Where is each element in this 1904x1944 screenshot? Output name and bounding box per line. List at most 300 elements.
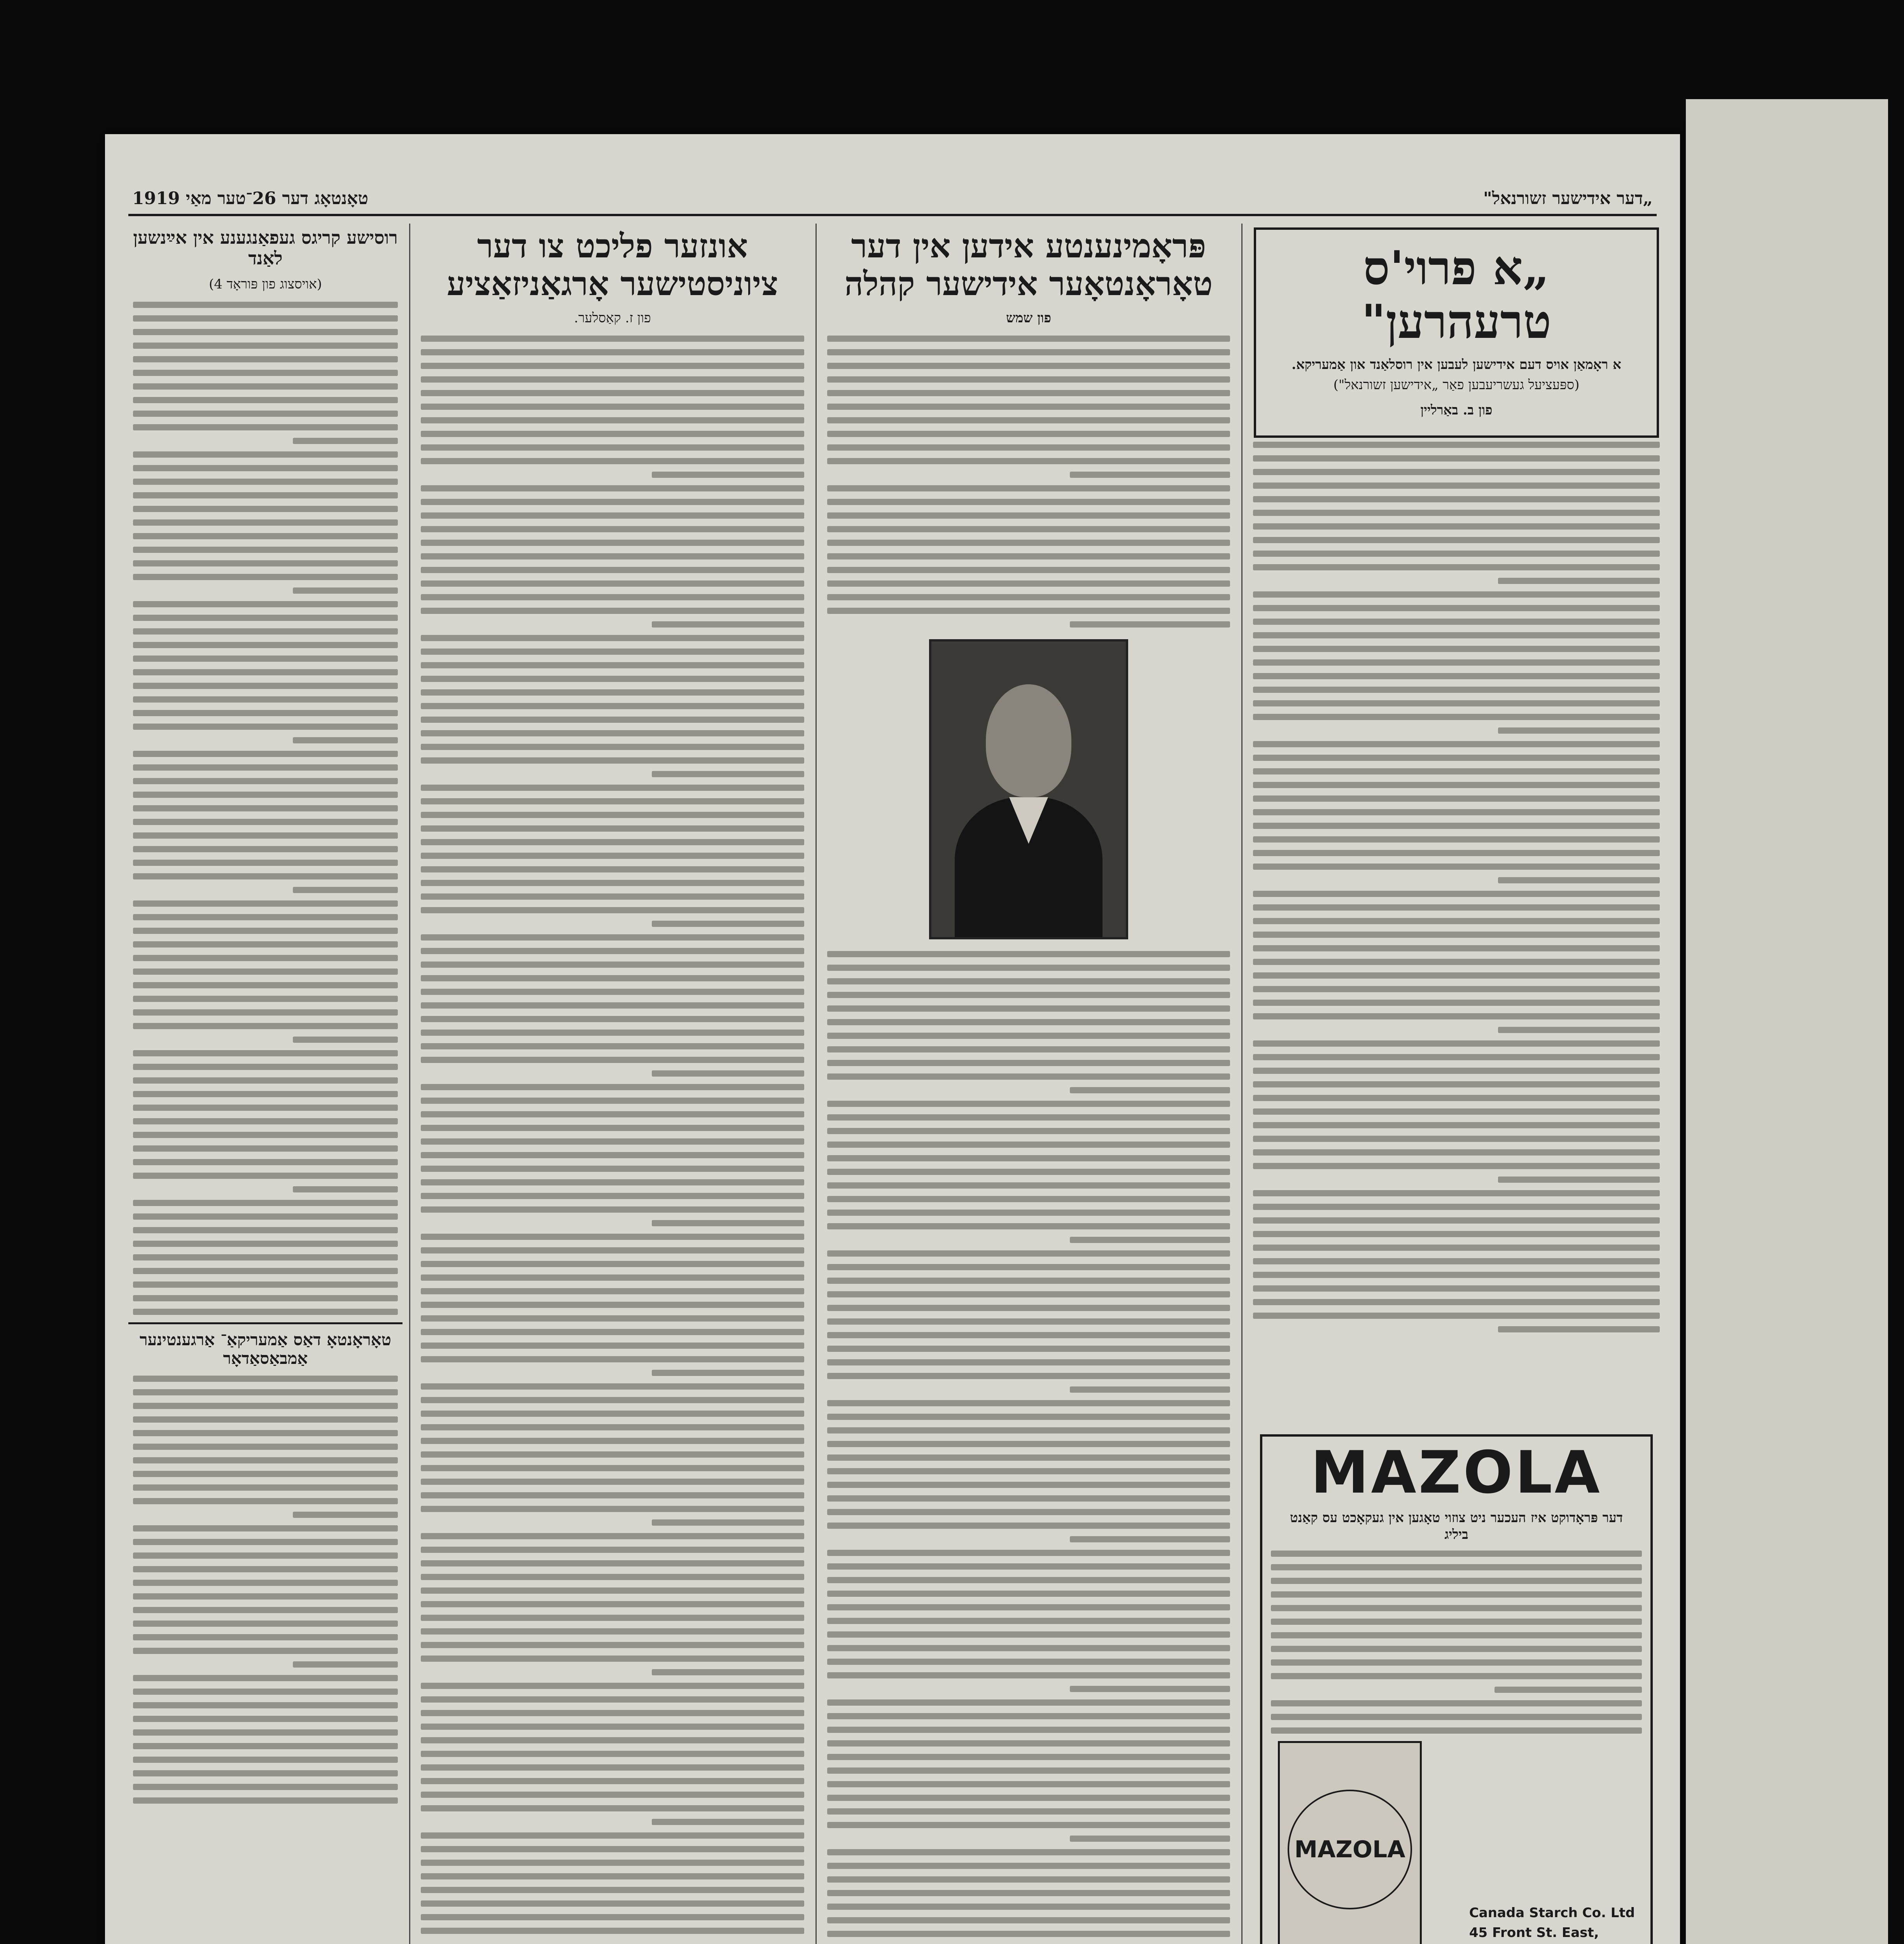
text-line: [827, 1455, 1230, 1461]
newspaper-page: [105, 134, 1680, 1944]
text-line: [133, 1254, 398, 1260]
text-line: [1253, 1054, 1660, 1060]
text-line: [827, 594, 1230, 600]
text-line: [133, 1552, 398, 1559]
text-line: [1253, 1285, 1660, 1292]
text-line: [827, 376, 1230, 383]
text-line: [421, 1792, 804, 1798]
text-line: [1253, 619, 1660, 625]
text-line: [421, 1193, 804, 1199]
text-line: [827, 1046, 1230, 1052]
text-line: [1253, 564, 1660, 570]
prisoners-body: [128, 302, 402, 1315]
text-line: [1253, 1272, 1660, 1278]
text-line: [1253, 551, 1660, 557]
text-line: [133, 1416, 398, 1423]
text-line: [421, 404, 804, 410]
text-line: [133, 506, 398, 512]
text-line: [827, 553, 1230, 559]
text-line: [421, 1356, 804, 1362]
text-line: [1253, 1299, 1660, 1305]
text-line: [421, 1111, 804, 1117]
column-rule: [816, 224, 817, 1944]
text-line: [827, 1033, 1230, 1039]
text-line: [827, 1645, 1230, 1651]
text-line: [421, 1764, 804, 1771]
text-line: [1253, 496, 1660, 502]
text-line: [133, 1430, 398, 1436]
text-line: [827, 1128, 1230, 1134]
portrait-photo: [929, 639, 1128, 939]
text-line: [1253, 1190, 1660, 1196]
text-line: [133, 1471, 398, 1477]
text-line: [827, 1441, 1230, 1447]
text-line: [1253, 659, 1660, 666]
text-line: [827, 526, 1230, 532]
prominent-headline: פּראָמינענטע אידען אין דער טאָראָנטאָער אידישער קהלה: [844, 227, 1213, 303]
text-line: [421, 1302, 804, 1308]
text-line: [133, 451, 398, 458]
text-line: [421, 730, 804, 736]
text-line: [652, 621, 804, 628]
text-line: [133, 1770, 398, 1776]
text-line: [652, 1669, 804, 1675]
text-line: [827, 1672, 1230, 1678]
text-line: [133, 792, 398, 798]
folio-rule: [128, 214, 1657, 216]
text-line: [652, 472, 804, 478]
text-line: [421, 553, 804, 559]
text-line: [827, 1305, 1230, 1311]
text-line: [133, 1145, 398, 1152]
text-line: [827, 1699, 1230, 1706]
text-line: [421, 1928, 804, 1934]
text-line: [1070, 621, 1230, 628]
text-line: [1253, 1163, 1660, 1169]
text-line: [421, 1574, 804, 1580]
text-line: [133, 805, 398, 811]
text-line: [133, 982, 398, 988]
text-line: [133, 1444, 398, 1450]
text-line: [133, 1241, 398, 1247]
text-line: [827, 1346, 1230, 1352]
text-line: [1498, 1027, 1660, 1033]
text-line: [133, 1091, 398, 1097]
text-line: [1498, 1326, 1660, 1332]
text-line: [421, 1656, 804, 1662]
text-line: [827, 1727, 1230, 1733]
ambassador-headline: טאָראָנטאָ דאַס אַמעריקאַ־ אַרגענטינער אַמבאַסאַדאָר: [128, 1322, 402, 1368]
text-line: [827, 1740, 1230, 1746]
text-line: [1253, 1149, 1660, 1156]
text-line: [827, 1414, 1230, 1420]
text-line: [421, 1247, 804, 1253]
text-line: [133, 1729, 398, 1736]
text-line: [827, 1373, 1230, 1379]
text-line: [1253, 455, 1660, 462]
text-line: [1253, 1204, 1660, 1210]
text-line: [1253, 469, 1660, 475]
text-line: [421, 1873, 804, 1879]
column-rule: [1241, 224, 1242, 1944]
column-rule: [409, 224, 410, 1944]
text-line: [133, 1689, 398, 1695]
text-line: [1271, 1605, 1642, 1611]
text-line: [133, 343, 398, 349]
text-line: [827, 1210, 1230, 1216]
text-line: [827, 1917, 1230, 1923]
text-line: [1253, 972, 1660, 979]
text-line: [421, 1914, 804, 1920]
text-line: [827, 390, 1230, 396]
text-line: [827, 1427, 1230, 1434]
column-zionist: [416, 224, 809, 1944]
text-line: [421, 431, 804, 437]
text-line: [1070, 1686, 1230, 1692]
text-line: [133, 1457, 398, 1463]
text-line: [293, 737, 398, 743]
text-line: [827, 1101, 1230, 1107]
mazola-can-label: MAZOLA: [1288, 1790, 1412, 1909]
text-line: [827, 1060, 1230, 1066]
text-line: [1253, 836, 1660, 843]
text-line: [293, 1186, 398, 1192]
text-line: [827, 951, 1230, 957]
text-line: [133, 1105, 398, 1111]
text-line: [827, 336, 1230, 342]
text-line: [133, 1634, 398, 1640]
zionist-byline: פון ז. קאַסלער.: [574, 310, 651, 326]
zionist-body: [416, 336, 809, 1934]
text-line: [827, 1509, 1230, 1515]
text-line: [421, 785, 804, 791]
text-line: [421, 703, 804, 709]
text-line: [1271, 1578, 1642, 1584]
text-line: [827, 1767, 1230, 1774]
text-line: [1253, 1081, 1660, 1087]
novel-headline: „א פרוי'ס טרעהרען": [1361, 241, 1552, 349]
text-line: [827, 444, 1230, 451]
prisoners-headline: רוסישע קריגס געפאַנגענע אין אײַנשען לאַנד: [133, 227, 398, 269]
text-line: [652, 1070, 804, 1077]
prominent-body-bottom: [822, 951, 1235, 1944]
text-line: [421, 1683, 804, 1689]
text-line: [421, 444, 804, 451]
text-line: [827, 417, 1230, 423]
text-line: [421, 567, 804, 573]
text-line: [652, 1519, 804, 1526]
text-line: [1253, 932, 1660, 938]
text-line: [1271, 1700, 1642, 1706]
text-line: [133, 411, 398, 417]
text-line: [133, 1593, 398, 1600]
text-line: [293, 438, 398, 444]
text-line: [652, 1220, 804, 1226]
text-line: [421, 1860, 804, 1866]
text-line: [1070, 1087, 1230, 1093]
text-line: [421, 1411, 804, 1417]
text-line: [133, 764, 398, 771]
text-line: [827, 1876, 1230, 1883]
text-line: [133, 628, 398, 635]
text-line: [133, 533, 398, 539]
text-line: [421, 1424, 804, 1430]
text-line: [133, 302, 398, 308]
text-line: [827, 608, 1230, 614]
text-line: [421, 485, 804, 491]
text-line: [133, 615, 398, 621]
text-line: [133, 1200, 398, 1206]
text-line: [133, 383, 398, 390]
text-line: [133, 1757, 398, 1763]
text-line: [133, 1132, 398, 1138]
text-line: [421, 649, 804, 655]
text-line: [133, 547, 398, 553]
text-line: [1253, 986, 1660, 992]
text-line: [827, 540, 1230, 546]
text-line: [652, 921, 804, 927]
text-line: [421, 1383, 804, 1390]
text-line: [827, 1754, 1230, 1760]
text-line: [421, 1900, 804, 1907]
text-line: [421, 1438, 804, 1444]
text-line: [133, 778, 398, 784]
text-line: [827, 965, 1230, 971]
text-line: [421, 1125, 804, 1131]
text-line: [827, 1223, 1230, 1229]
text-line: [1253, 755, 1660, 761]
text-line: [421, 812, 804, 818]
text-line: [827, 512, 1230, 519]
column-prominent: [822, 224, 1235, 1944]
text-line: [133, 1784, 398, 1790]
text-line: [133, 1064, 398, 1070]
text-line: [1271, 1714, 1642, 1720]
text-line: [421, 989, 804, 995]
text-line: [1253, 850, 1660, 856]
text-line: [421, 757, 804, 764]
text-line: [1253, 1231, 1660, 1237]
text-line: [827, 1577, 1230, 1583]
text-line: [827, 1169, 1230, 1175]
text-line: [1253, 1136, 1660, 1142]
text-line: [1498, 578, 1660, 584]
text-line: [293, 587, 398, 594]
text-line: [421, 390, 804, 396]
text-line: [133, 832, 398, 839]
text-line: [1253, 591, 1660, 598]
text-line: [1271, 1632, 1642, 1638]
text-line: [421, 417, 804, 423]
text-line: [827, 1196, 1230, 1202]
text-line: [827, 1359, 1230, 1365]
text-line: [1253, 945, 1660, 951]
text-line: [827, 431, 1230, 437]
text-line: [1253, 646, 1660, 652]
text-line: [421, 376, 804, 383]
text-line: [421, 1329, 804, 1335]
novel-note: (ספּעציעל געשריעבען פאַר „אידישען זשורנאל"): [1333, 377, 1580, 393]
text-line: [827, 1631, 1230, 1638]
text-line: [1271, 1591, 1642, 1598]
text-line: [133, 1648, 398, 1654]
text-line: [421, 594, 804, 600]
text-line: [421, 1832, 804, 1839]
text-line: [1253, 1217, 1660, 1224]
text-line: [827, 485, 1230, 491]
text-line: [133, 696, 398, 703]
text-line: [133, 900, 398, 907]
text-line: [421, 1751, 804, 1757]
text-line: [1253, 918, 1660, 924]
text-line: [133, 397, 398, 403]
text-line: [133, 642, 398, 648]
text-line: [133, 1580, 398, 1586]
text-line: [1253, 605, 1660, 611]
text-line: [1253, 1013, 1660, 1019]
text-line: [133, 1309, 398, 1315]
text-line: [133, 1213, 398, 1220]
text-line: [827, 1931, 1230, 1937]
text-line: [133, 819, 398, 825]
text-line: [421, 934, 804, 941]
ambassador-body: [128, 1376, 402, 1804]
text-line: [421, 1261, 804, 1267]
text-line: [827, 1604, 1230, 1610]
text-line: [1253, 1122, 1660, 1128]
text-line: [421, 1642, 804, 1648]
text-line: [133, 1281, 398, 1288]
mazola-logo: MAZOLA: [1311, 1439, 1602, 1507]
text-line: [652, 771, 804, 777]
text-line: [827, 499, 1230, 505]
text-line: [421, 1710, 804, 1716]
text-line: [421, 1343, 804, 1349]
mazola-ad: [1260, 1434, 1653, 1944]
text-line: [1271, 1551, 1642, 1557]
text-line: [421, 1846, 804, 1852]
text-line: [421, 798, 804, 804]
text-line: [133, 669, 398, 675]
text-line: [133, 914, 398, 920]
text-line: [1070, 472, 1230, 478]
text-line: [421, 1492, 804, 1498]
text-line: [133, 329, 398, 335]
text-line: [827, 1142, 1230, 1148]
text-line: [421, 635, 804, 641]
text-line: [1253, 823, 1660, 829]
text-line: [133, 1484, 398, 1491]
mazola-tagline: דער פּראָדוקט איז העכער ניט צוזוי טאָגען אין געקאָכט עס קאַנט ביליג: [1290, 1510, 1623, 1542]
text-line: [133, 1389, 398, 1395]
text-line: [1253, 483, 1660, 489]
text-line: [133, 601, 398, 607]
text-line: [421, 1138, 804, 1145]
text-line: [1070, 1237, 1230, 1243]
text-line: [1253, 632, 1660, 638]
text-line: [827, 1618, 1230, 1624]
text-line: [827, 363, 1230, 369]
text-line: [827, 1822, 1230, 1828]
text-line: [827, 1795, 1230, 1801]
adjacent-page-edge: [1686, 99, 1888, 1944]
text-line: [827, 1904, 1230, 1910]
text-line: [1253, 904, 1660, 911]
text-line: [133, 492, 398, 498]
text-line: [1253, 1313, 1660, 1319]
text-line: [827, 1318, 1230, 1325]
text-line: [293, 1512, 398, 1518]
text-line: [133, 560, 398, 566]
text-line: [1253, 795, 1660, 802]
text-line: [421, 1587, 804, 1594]
text-line: [421, 1560, 804, 1566]
text-line: [827, 349, 1230, 355]
text-line: [1498, 727, 1660, 734]
text-line: [421, 1166, 804, 1172]
text-line: [133, 356, 398, 362]
text-line: [133, 1009, 398, 1016]
text-line: [1271, 1659, 1642, 1666]
text-line: [133, 1227, 398, 1233]
text-line: [1253, 442, 1660, 448]
text-line: [421, 1016, 804, 1022]
text-line: [421, 1030, 804, 1036]
text-line: [421, 1206, 804, 1213]
text-line: [133, 315, 398, 322]
text-line: [421, 880, 804, 886]
text-line: [133, 1539, 398, 1545]
text-line: [421, 825, 804, 832]
text-line: [133, 479, 398, 485]
novel-byline: פון ב. באַרליין: [1420, 402, 1493, 418]
text-line: [827, 1659, 1230, 1665]
text-line: [133, 1716, 398, 1722]
text-line: [1253, 1040, 1660, 1047]
text-line: [1253, 1095, 1660, 1101]
text-line: [827, 1250, 1230, 1257]
text-line: [421, 662, 804, 668]
text-line: [421, 1234, 804, 1240]
text-line: [827, 1550, 1230, 1556]
mazola-company: Canada Starch Co. Ltd: [1469, 1905, 1635, 1921]
text-line: [421, 458, 804, 464]
text-line: [421, 1288, 804, 1294]
text-line: [133, 1403, 398, 1409]
text-line: [827, 1713, 1230, 1719]
column-novel: [1248, 224, 1664, 1944]
text-line: [827, 404, 1230, 410]
text-line: [133, 1621, 398, 1627]
text-line: [421, 1152, 804, 1158]
text-line: [827, 978, 1230, 984]
novel-subhead: א ראָמאַן אויס דעם אידישען לעבען אין רוסלאַנד און אַמעריקא.: [1292, 357, 1621, 372]
text-line: [827, 1523, 1230, 1529]
text-line: [133, 656, 398, 662]
text-line: [133, 751, 398, 757]
text-line: [293, 1661, 398, 1668]
text-line: [827, 1781, 1230, 1787]
text-line: [421, 1601, 804, 1607]
text-line: [421, 349, 804, 355]
mazola-can: [1278, 1741, 1422, 1944]
text-line: [421, 1465, 804, 1471]
text-line: [421, 1805, 804, 1811]
text-line: [133, 710, 398, 716]
text-line: [827, 1182, 1230, 1189]
text-line: [133, 1023, 398, 1029]
text-line: [421, 1043, 804, 1049]
